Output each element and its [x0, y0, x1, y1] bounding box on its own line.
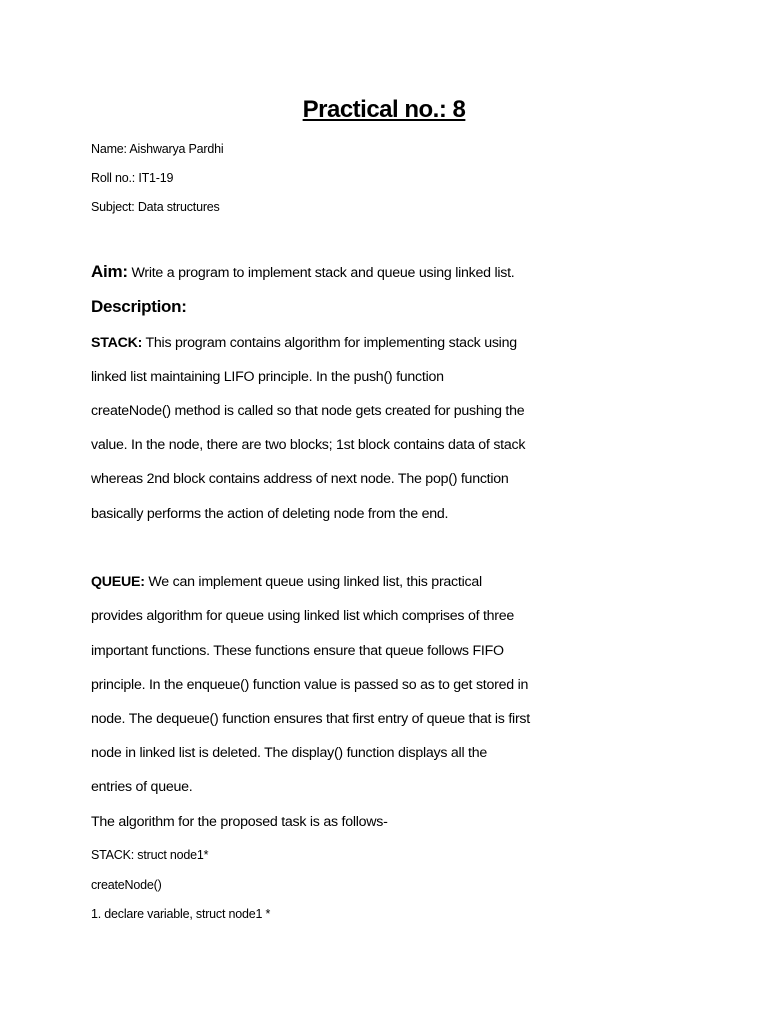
- stack-label: STACK:: [91, 335, 143, 351]
- stack-line: basically performs the action of deleting node from the end.: [91, 506, 449, 522]
- description-heading: Description:: [91, 297, 187, 316]
- queue-line: entries of queue.: [91, 779, 193, 795]
- subject: Subject: Data structures: [91, 200, 220, 214]
- page-title: Practical no.: 8: [302, 96, 466, 123]
- stack-line: value. In the node, there are two blocks; 1st block contains data of stack: [91, 437, 526, 453]
- queue-line: QUEUE: We can implement queue using linked list, this practical: [91, 574, 482, 590]
- stack-line: createNode() method is called so that node gets created for pushing the: [91, 403, 525, 419]
- stack-line: linked list maintaining LIFO principle. In the push() function: [91, 369, 444, 385]
- algorithm-intro: The algorithm for the proposed task is as follows-: [91, 814, 388, 830]
- queue-line: principle. In the enqueue() function value is passed so as to get stored in: [91, 677, 529, 693]
- queue-line: node. The dequeue() function ensures that first entry of queue that is first: [91, 711, 530, 727]
- stack-line: STACK: This program contains algorithm for implementing stack using: [91, 335, 517, 351]
- queue-line: important functions. These functions ensure that queue follows FIFO: [91, 643, 504, 659]
- stack-line: whereas 2nd block contains address of next node. The pop() function: [91, 471, 509, 487]
- queue-line: node in linked list is deleted. The display() function displays all the: [91, 745, 488, 761]
- algorithm-line: createNode(): [91, 878, 162, 892]
- algorithm-line: STACK: struct node1*: [91, 848, 209, 862]
- queue-line: provides algorithm for queue using linked list which comprises of three: [91, 608, 515, 624]
- aim-section: [91, 262, 514, 282]
- aim-label: Aim:: [91, 262, 128, 281]
- student-name: Name: Aishwarya Pardhi: [91, 142, 224, 156]
- queue-label: QUEUE:: [91, 574, 145, 590]
- roll-number: Roll no.: IT1-19: [91, 171, 174, 185]
- aim-text: Write a program to implement stack and queue using linked list.: [127, 265, 515, 281]
- algorithm-line: 1. declare variable, struct node1 *: [91, 907, 271, 921]
